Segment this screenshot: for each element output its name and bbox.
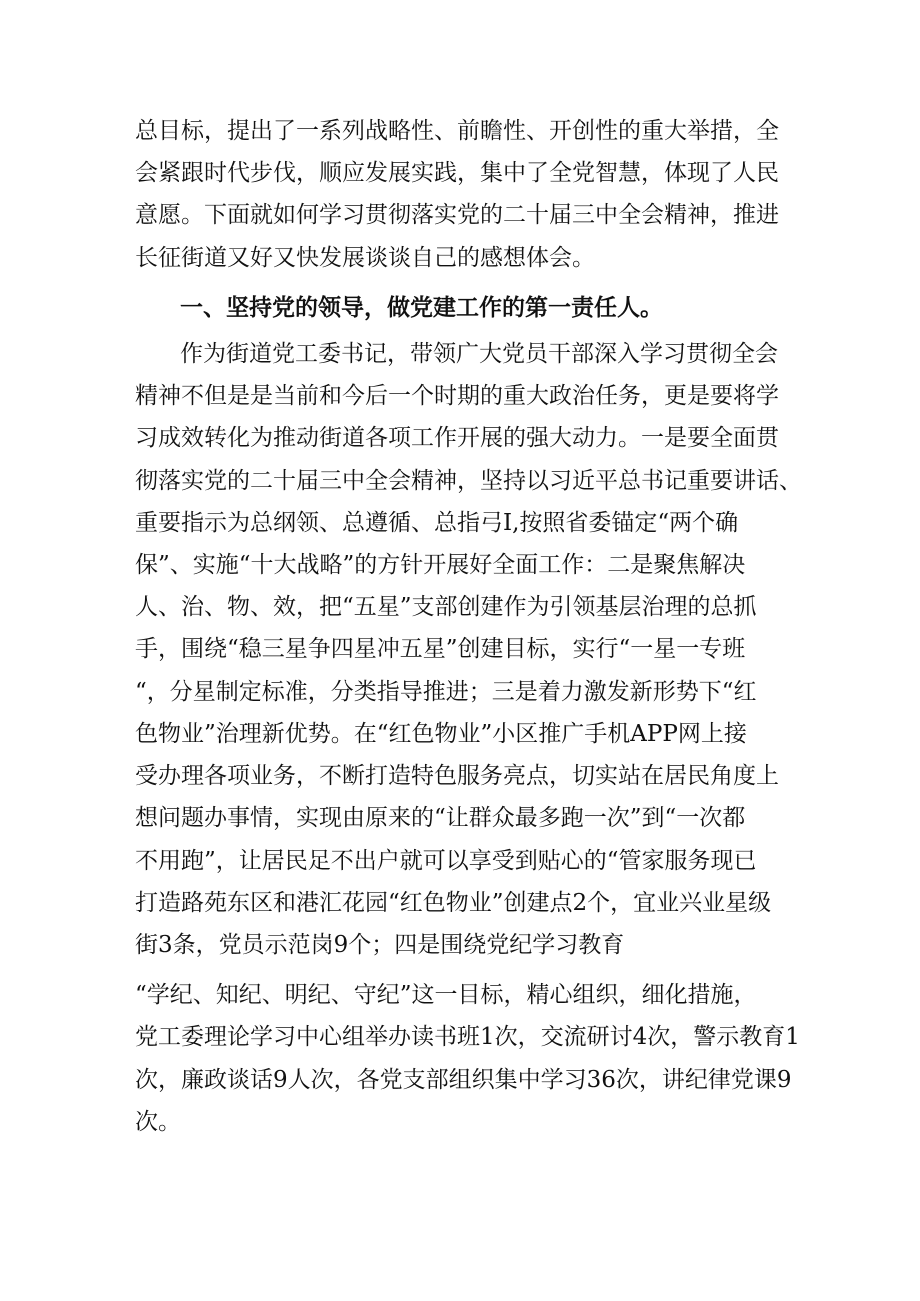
text-line-2: 会紧跟时代步伐，顺应发展实践，集中了全党智慧，体现了人民 [135, 160, 779, 186]
text-line-6: 作为街道党工委书记，带领广大党员干部深入学习贯彻全会 [180, 341, 778, 367]
text-line-19: 打造路苑东区和港汇花园“红色物业”创建点2个，宜业兴业星级 [135, 890, 772, 916]
text-line-8: 习成效转化为推动街道各项工作开展的强大动力。一是要全面贯 [135, 425, 779, 451]
text-line-17: 想问题办事情，实现由原来的“让群众最多跑一次”到“一次都 [135, 805, 746, 831]
text-line-15: 色物业”治理新优势。在“红色物业”小区推广手机APP网上接 [135, 721, 747, 747]
section-heading: 一、坚持党的领导，做党建工作的第一责任人。 [180, 295, 663, 321]
text-line-4: 长征街道又好又快发展谈谈自己的感想体会。 [135, 245, 595, 271]
text-line-22: 党工委理论学习中心组举办读书班1次，交流研讨4次，警示教育1 [135, 1024, 800, 1050]
text-line-16: 受办理各项业务，不断打造特色服务亮点，切实站在居民角度上 [135, 763, 779, 789]
text-line-24: 次。 [135, 1109, 181, 1135]
text-line-3: 意愿。下面就如何学习贯彻落实党的二十届三中全会精神，推进 [135, 202, 779, 228]
text-line-10: 重要指示为总纲领、总遵循、总指弓I,按照省委锚定“两个确 [135, 510, 739, 536]
text-line-21: “学纪、知纪、明纪、守纪”这一目标，精心组织，细化措施， [135, 982, 757, 1008]
text-line-1: 总目标，提出了一系列战略性、前瞻性、开创性的重大举措，全 [135, 118, 779, 144]
text-line-12: 人、治、物、效，把“五星”支部创建作为引领基层治理的总抓 [135, 594, 757, 620]
text-line-23: 次，廉政谈话9人次，各党支部组织集中学习36次，讲纪律党课9 [135, 1067, 792, 1093]
text-line-7: 精神不但是是当前和今后一个时期的重大政治任务，更是要将学 [135, 383, 779, 409]
text-line-18: 不用跑”，让居民足不出户就可以享受到贴心的“管家服务现已 [135, 848, 757, 874]
text-line-20: 街3条，党员示范岗9个；四是围绕党纪学习教育 [135, 932, 625, 958]
text-line-14: “，分星制定标准，分类指导推进；三是着力激发新形势下“红 [135, 679, 757, 705]
text-line-11: 保”、实施“十大战略”的方针开展好全面工作：二是聚焦解决 [135, 552, 746, 578]
text-line-9: 彻落实党的二十届三中全会精神，坚持以习近平总书记重要讲话、 [135, 468, 802, 494]
text-line-13: 手，围绕“稳三星争四星冲五星”创建目标，实行“一星一专班 [135, 636, 746, 662]
